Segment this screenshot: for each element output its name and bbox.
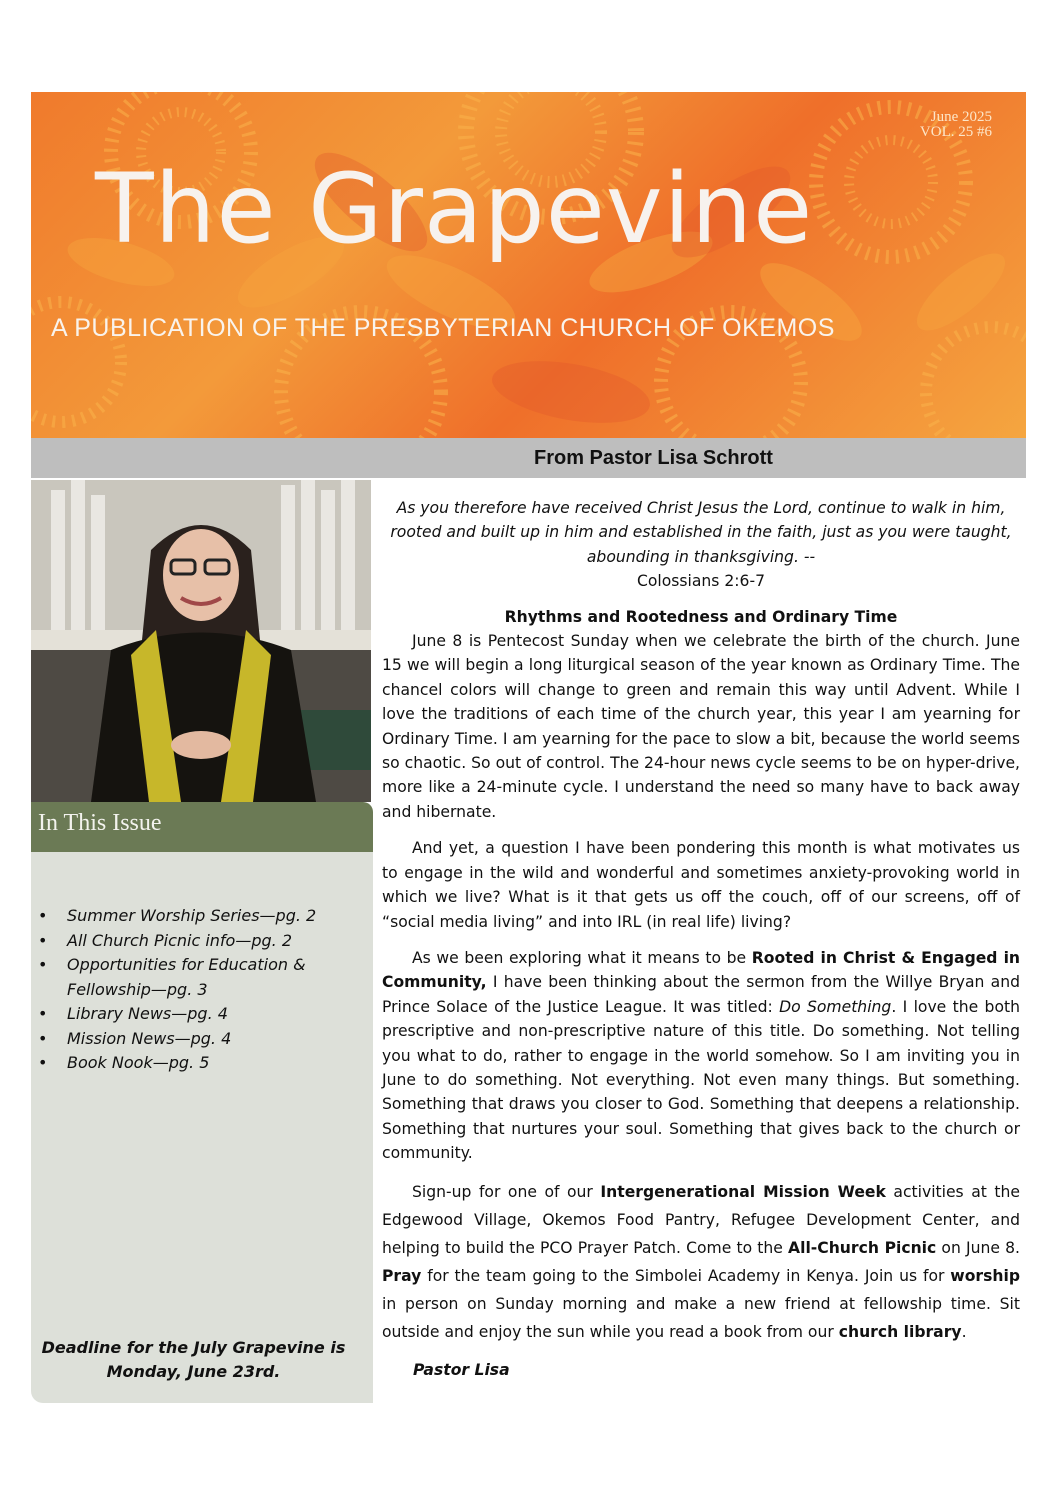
sidebar-heading-box <box>31 802 373 852</box>
section-header: From Pastor Lisa Schrott <box>534 447 773 469</box>
pastor-photo <box>31 480 371 802</box>
sunflower-pattern <box>31 92 1026 438</box>
issue-volume: VOL. 25 #6 <box>919 124 992 140</box>
in-this-issue-sidebar <box>31 852 373 1403</box>
masthead-banner <box>31 92 1026 438</box>
article-paragraph-1: June 8 is Pentecost Sunday when we celebrate the birth of the church. June 15 we will begin a long liturgical season of the year known as Ordinary Time. The chancel colors will change to green and remain this way until Advent. While I love the traditions of each time of the church year, this year I am yearning for Ordinary Time. I am yearning for the pace to slow a bit, because the world seems so chaotic. So out of control. The 24-hour news cycle seems to be on hyper-drive, more like a 24-minute cycle. I understand the need so many have to back away and hibernate. <box>382 632 1020 821</box>
list-item: • All Church Picnic info—pg. 2 <box>67 929 387 954</box>
verse-text: As you therefore have received Christ Jesus the Lord, continue to walk in him, rooted and built up in him and established in the faith, just as you were taught, abounding in thanksgiving. -- <box>390 499 1012 566</box>
verse-reference: Colossians 2:6-7 <box>636 572 766 591</box>
newsletter-subtitle: A PUBLICATION OF THE PRESBYTERIAN CHURCH OF OKEMOS <box>51 314 835 342</box>
section-header-bar <box>31 438 1026 478</box>
article-paragraph-2: And yet, a question I have been pondering this month is what motivates us to engage in the wild and wonderful and sometimes anxiety-provoking world in which we live? What is it that gets us off the couch, off of our screens, off of “social media living” and into IRL (in real life) living? <box>382 839 1020 931</box>
issue-month: June 2025 <box>930 109 992 125</box>
pastor-article <box>382 496 1020 1382</box>
list-item: • Summer Worship Series—pg. 2 <box>67 904 387 929</box>
list-item: • Mission News—pg. 4 <box>67 1027 387 1052</box>
scripture-verse <box>382 496 1020 594</box>
newsletter-title: The Grapevine <box>95 153 814 265</box>
article-paragraph-3: As we been exploring what it means to be Rooted in Christ & Engaged in Community, I have been thinking about the sermon from the Willye Bryan and Prince Solace of the Justice League. It was titled: Do Something. I love the both prescriptive and non-prescriptive nature of this title. Do something. Not telling you what to do, rather to engage in the world somehow. So I am inviting you in June to do something. Not everything. Not even many things. But something. Something that draws you closer to God. Something that deepens a relationship. Something that nurtures your soul. Something that gives back to the church or community. <box>382 948 1021 1163</box>
article-signoff: Pastor Lisa <box>413 1360 510 1379</box>
issue-date <box>920 110 992 140</box>
article-title: Rhythms and Rootedness and Ordinary Time <box>504 607 898 626</box>
list-item: • Book Nook—pg. 5 <box>67 1051 387 1076</box>
article-paragraph-4: Sign-up for one of our Intergenerational Mission Week activities at the Edgewood Village, Okemos Food Pantry, Refugee Development Center, and helping to build the PCO Prayer Patch. Come to the All-Church Picnic on June 8. Pray for the team going to the Simbolei Academy in Kenya. Join us for worship in person on Sunday morning and make a new friend at fellowship time. Sit outside and enjoy the sun while you read a book from our church library. <box>382 1182 1020 1341</box>
deadline-note: Deadline for the July Grapevine is Monday, June 23rd. <box>41 1338 346 1381</box>
list-item: • Library News—pg. 4 <box>67 1002 387 1027</box>
list-item: • Opportunities for Education & Fellowship—pg. 3 <box>67 953 387 1002</box>
pastor-portrait-illustration <box>31 480 371 802</box>
issue-contents-list <box>31 904 387 1076</box>
sidebar-heading: In This Issue <box>38 810 162 836</box>
